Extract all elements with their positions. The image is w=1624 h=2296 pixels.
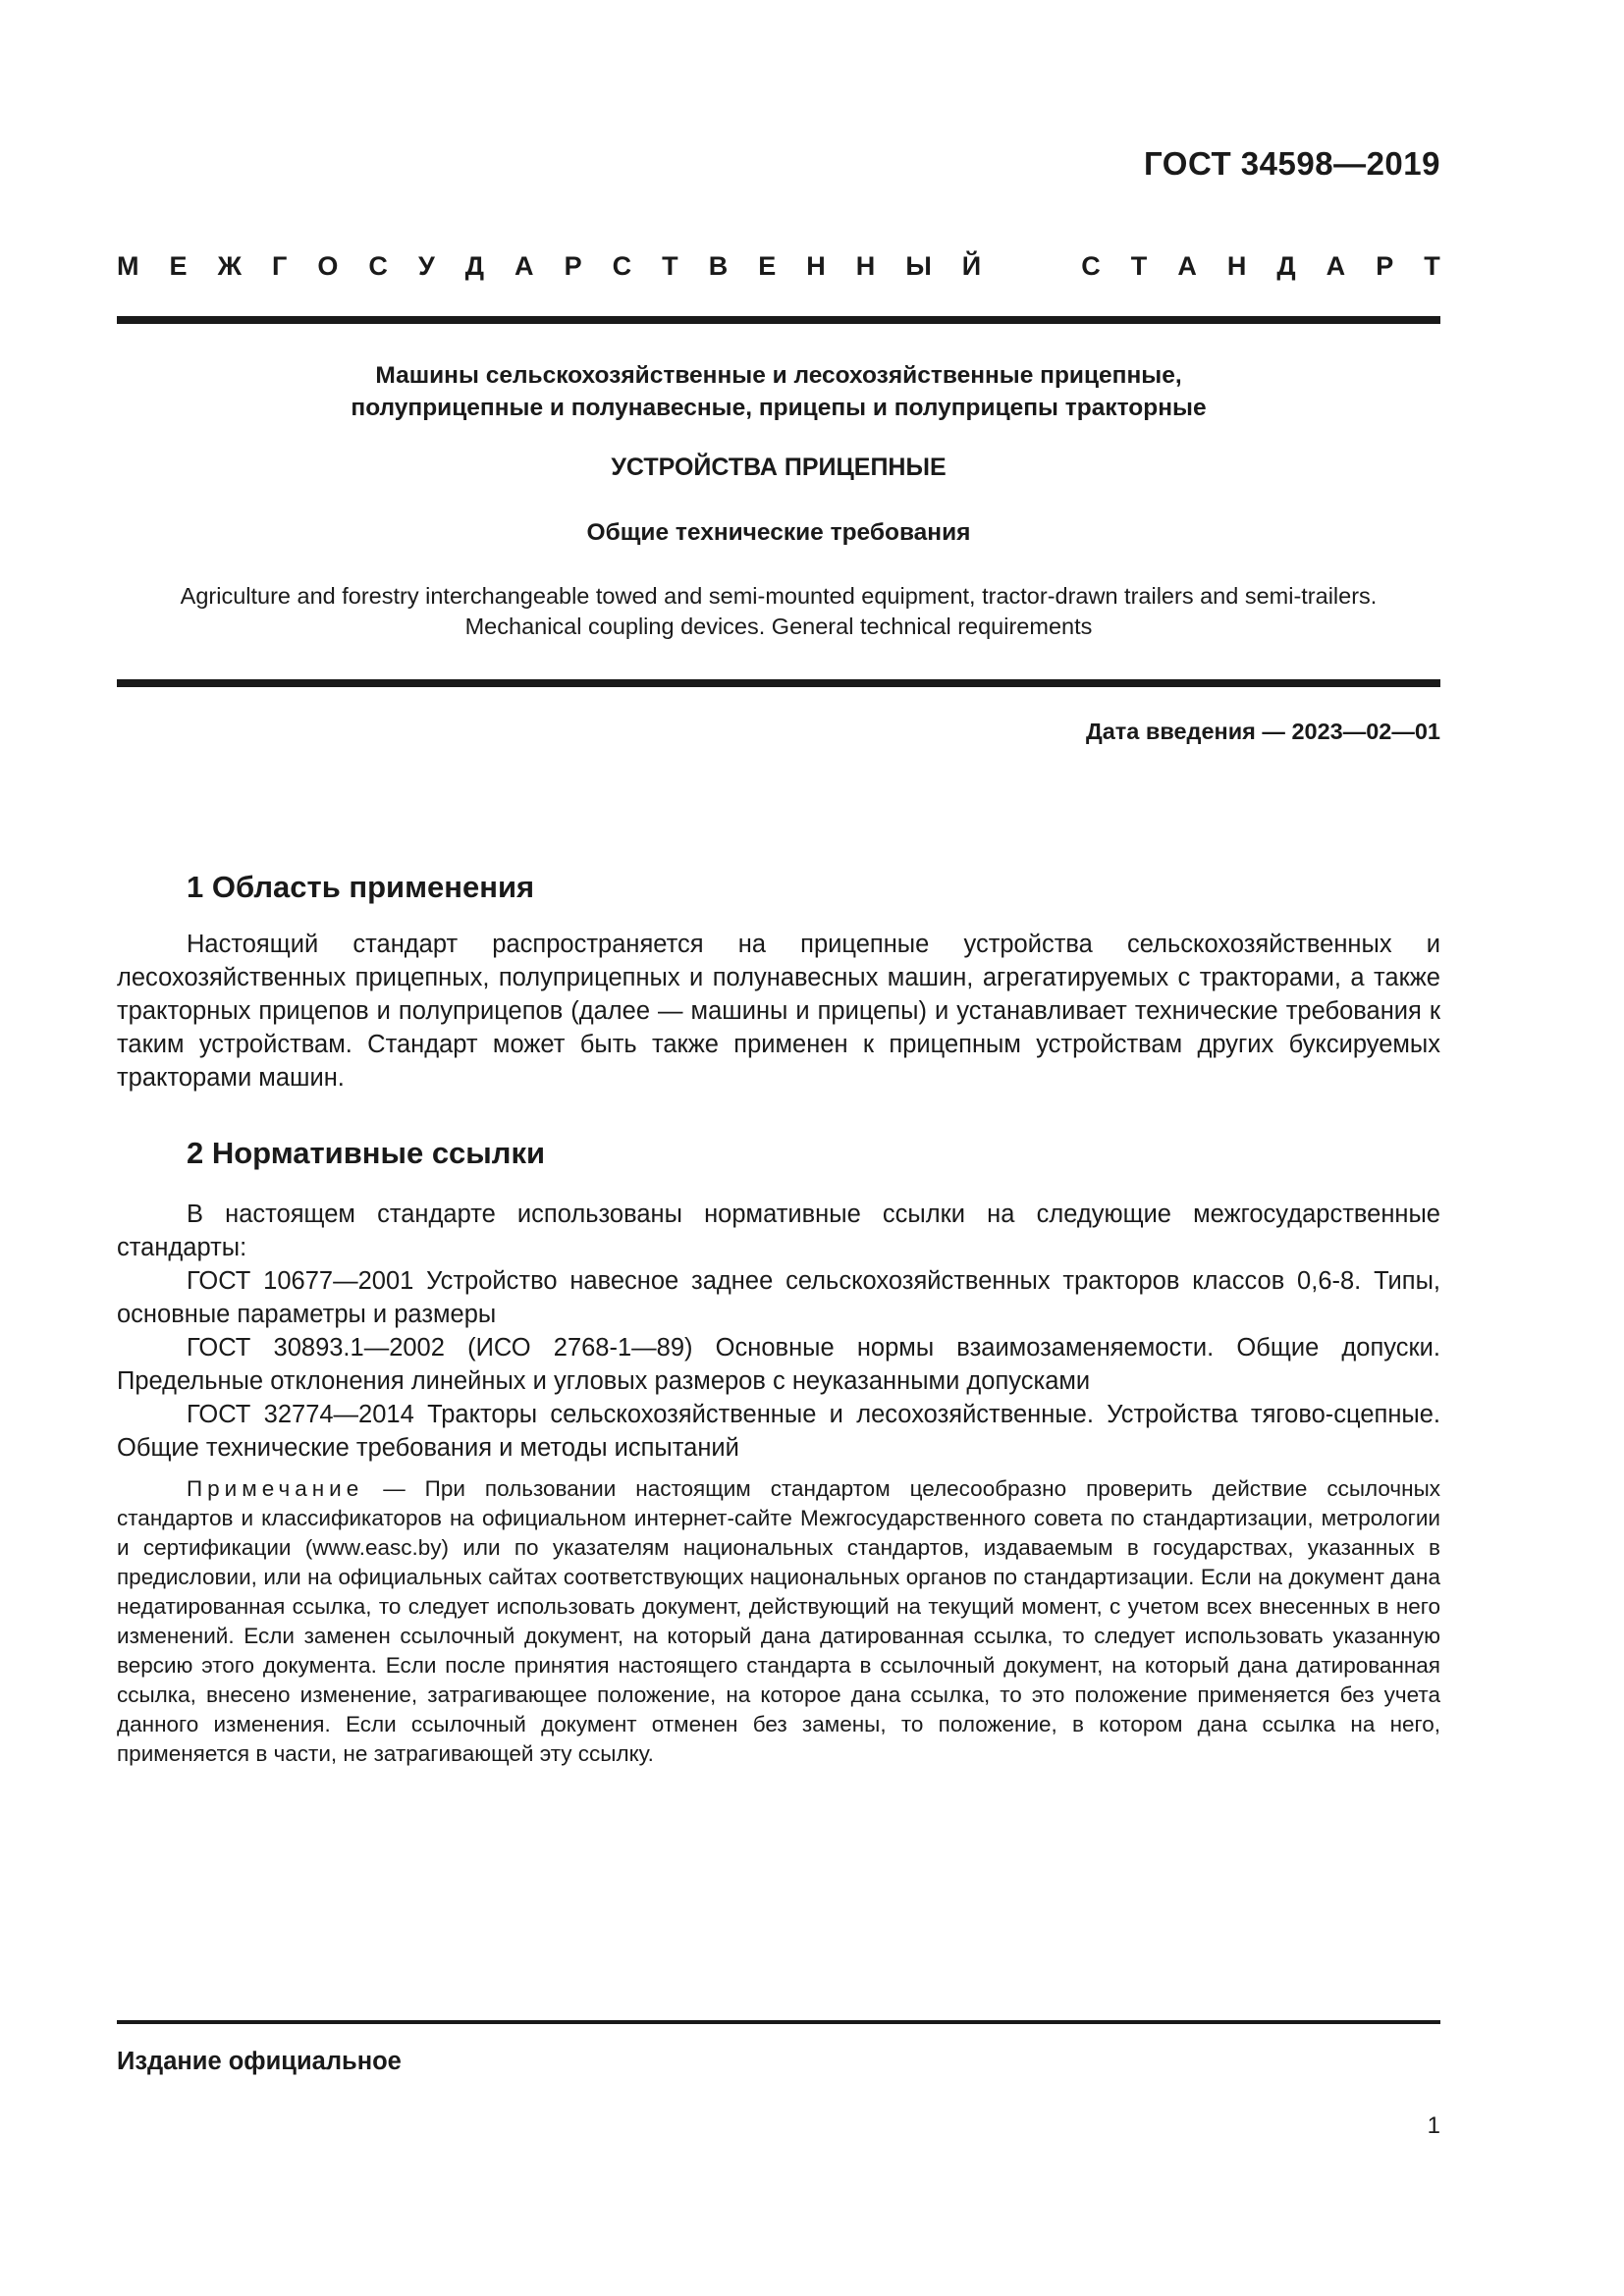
title-line: Машины сельскохозяйственные и лесохозяйственные прицепные, xyxy=(375,362,1182,389)
edition-label: Издание официальное xyxy=(117,2048,402,2075)
standard-type-heading xyxy=(117,251,1440,282)
standard-type-letter: Ы xyxy=(905,251,932,281)
document-code: ГОСТ 34598—2019 xyxy=(1144,145,1440,182)
standard-type-gap xyxy=(1011,251,1051,282)
note-paragraph xyxy=(117,1474,1440,1769)
title-divider xyxy=(117,679,1440,687)
title-line: полуприцепные и полунавесные, прицепы и полуприцепы тракторные xyxy=(351,395,1207,421)
standard-type-letter: Н xyxy=(1226,251,1247,281)
page-number: 1 xyxy=(1427,2112,1440,2139)
footer-divider xyxy=(117,2020,1440,2024)
standard-type-letter: Т xyxy=(662,251,678,281)
section-1-text: Настоящий стандарт распространяется на прицепные устройства сельскохозяйственных и лесохозяйственных прицепных, полуприцепных и полунавесных машин, агрегатируемых с тракторами, а также тракторных прицепов и полуприцепов (далее — машины и прицепы) и устанавливает технические требования к таким устройствам. Стандарт может быть также применен к прицепным устройствам других буксируемых тракторами машин. xyxy=(117,931,1440,1092)
standard-type-letter: Р xyxy=(564,251,582,281)
standard-type-letter: Н xyxy=(855,251,876,281)
section-2-intro: В настоящем стандарте использованы нормативные ссылки на следующие межгосударственные стандарты: xyxy=(117,1201,1440,1261)
standard-type-letter: Д xyxy=(1276,251,1296,281)
normative-reference: ГОСТ 30893.1—2002 (ИСО 2768-1—89) Основные нормы взаимозаменяемости. Общие допуски. Предельные отклонения линейных и угловых размеров с неуказанными допусками xyxy=(117,1334,1440,1395)
title-en-line: Agriculture and forestry interchangeable towed and semi-mounted equipment, tractor-drawn trailers and semi-trailers. xyxy=(180,583,1378,609)
standard-type-letter: Й xyxy=(961,251,982,281)
section-1-heading: 1 Область применения xyxy=(187,870,535,904)
standard-type-letter: Г xyxy=(272,251,288,281)
document-title-russian xyxy=(117,359,1440,424)
title-en-line: Mechanical coupling devices. General technical requirements xyxy=(464,614,1093,639)
section-2-heading: 2 Нормативные ссылки xyxy=(187,1136,546,1170)
standard-type-letter: Е xyxy=(169,251,188,281)
standard-type-letter: С xyxy=(612,251,632,281)
document-title-english xyxy=(117,581,1440,642)
standard-type-letter: А xyxy=(514,251,534,281)
document-subtitle: Общие технические требования xyxy=(586,519,971,546)
header-divider xyxy=(117,316,1440,324)
standard-type-letter: Ж xyxy=(217,251,242,281)
standard-type-letter: С xyxy=(368,251,388,281)
standard-type-letter: С xyxy=(1081,251,1101,281)
standard-type-letter: Т xyxy=(1130,251,1148,281)
introduction-date: Дата введения — 2023—02—01 xyxy=(1085,719,1440,744)
standard-type-letter: Д xyxy=(464,251,485,281)
standard-type-letter: Р xyxy=(1376,251,1394,281)
document-kind: УСТРОЙСТВА ПРИЦЕПНЫЕ xyxy=(611,454,947,481)
note-text: — При пользовании настоящим стандартом целесообразно проверить действие ссылочных стандартов и классификаторов на официальном интернет-сайте Межгосударственного совета по стандартизации, метрологии и сертификации (www.easc.by) или по указателям национальных стандартов, издаваемым в государствах, указанных в предисловии, или на официальных сайтах соответствующих национальных органов по стандартизации. Если на документ дана недатированная ссылка, то следует использовать документ, действующий на текущий момент, с учетом всех внесенных в него изменений. Если заменен ссылочный документ, на который дана датированная ссылка, то следует использовать указанную версию этого документа. Если после принятия настоящего стандарта в ссылочный документ, на который дана датированная ссылка, внесено изменение, затрагивающее положение, на которое дана ссылка, то это положение применяется без учета данного изменения. Если ссылочный документ отменен без замены, то положение, в котором дана ссылка на него, применяется в части, не затрагивающей эту ссылку. xyxy=(117,1476,1440,1766)
standard-type-letter: У xyxy=(417,251,435,281)
note-label: Примечание xyxy=(187,1476,364,1501)
standard-type-letter: А xyxy=(1326,251,1346,281)
standard-type-letter: О xyxy=(317,251,339,281)
standard-type-letter: М xyxy=(117,251,139,281)
standard-type-letter: Т xyxy=(1424,251,1440,281)
normative-reference: ГОСТ 32774—2014 Тракторы сельскохозяйственные и лесохозяйственные. Устройства тягово-сцепные. Общие технические требования и методы испытаний xyxy=(117,1401,1440,1462)
standard-type-letter: Н xyxy=(806,251,826,281)
standard-type-letter: Е xyxy=(758,251,777,281)
standard-type-letter: А xyxy=(1177,251,1197,281)
normative-reference: ГОСТ 10677—2001 Устройство навесное заднее сельскохозяйственных тракторов классов 0,6-8. Типы, основные параметры и размеры xyxy=(117,1267,1440,1328)
standard-type-letter: В xyxy=(708,251,729,281)
